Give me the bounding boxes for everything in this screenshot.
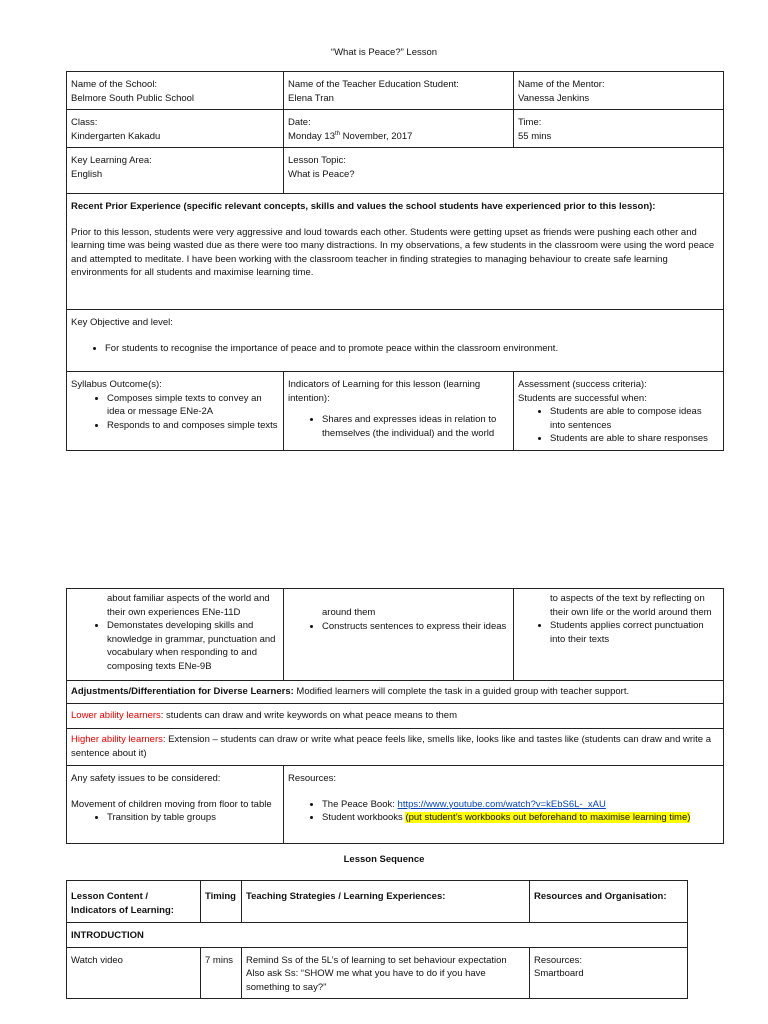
peace-book-link[interactable]: https://www.youtube.com/watch?v=kEbS6L-_xAU — [397, 798, 606, 810]
lower-ability-text: : students can draw and write keywords on what peace means to them — [160, 710, 458, 721]
teacher-label: Name of the Teacher Education Student: — [288, 79, 459, 90]
syllabus-cont-cell — [67, 589, 284, 681]
syllabus-cont: about familiar aspects of the world and their own experiences ENe-11D — [107, 593, 270, 618]
safety-heading: Any safety issues to be considered: — [71, 773, 221, 784]
adjustments-cell — [67, 681, 724, 704]
adjustments-text: Modified learners will complete the task in a guided group with teacher support. — [293, 686, 630, 697]
key-objective-cell — [67, 310, 724, 372]
teacher-value: Elena Tran — [288, 92, 334, 104]
kla-cell — [67, 148, 284, 194]
kla-label: Key Learning Area: — [71, 155, 152, 166]
row1-resources-value: Smartboard — [534, 968, 584, 979]
adjustments-label: Adjustments/Differentiation for Diverse Learners: — [71, 686, 294, 697]
row1-strategy: Remind Ss of the 5L’s of learning to set behaviour expectation Also ask Ss: “SHOW me what you have to do if you have something to say?” — [242, 947, 530, 999]
prior-experience-heading: Recent Prior Experience (specific relevant concepts, skills and values the school students have experienced prior to this lesson): — [71, 201, 656, 212]
seq-header-resources: Resources and Organisation: — [530, 881, 688, 923]
topic-value: What is Peace? — [288, 168, 355, 180]
mentor-cell — [514, 72, 724, 110]
introduction-label: INTRODUCTION — [67, 923, 688, 948]
lesson-title: “What is Peace?” Lesson — [330, 47, 438, 58]
syllabus-item: • Demonstates developing skills and knowledge in grammar, punctuation and vocabulary when responding to and composing texts ENe-9B — [107, 619, 279, 673]
key-objective-heading: Key Objective and level: — [71, 317, 173, 328]
assessment-item: • Students are able to compose ideas into sentences — [550, 405, 719, 432]
kla-value: English — [71, 168, 103, 180]
higher-ability-text: : Extension – students can draw or write what peace feels like, smells like, looks like and tastes like (students can draw and write a sentence about it) — [71, 734, 711, 759]
seq-header-timing: Timing — [201, 881, 242, 923]
safety-text: Movement of children moving from floor to table — [71, 798, 272, 810]
date-value: Monday 13th November, 2017 — [288, 130, 413, 142]
lesson-sequence-title: Lesson Sequence — [343, 854, 425, 865]
indicators-cont: around them — [322, 607, 376, 618]
prior-experience-cell — [67, 194, 724, 310]
seq-header-content: Lesson Content / Indicators of Learning: — [67, 881, 201, 923]
lesson-plan-table-2 — [66, 588, 724, 844]
indicators-item: • Constructs sentences to express their ideas — [322, 620, 509, 634]
mentor-label: Name of the Mentor: — [518, 79, 605, 90]
class-value: Kindergarten Kakadu — [71, 130, 161, 142]
syllabus-heading: Syllabus Outcome(s): — [71, 379, 162, 390]
indicators-heading: Indicators of Learning for this lesson (learning intention): — [288, 379, 481, 404]
row1-resources-label: Resources: — [534, 954, 583, 966]
date-label: Date: — [288, 117, 311, 128]
time-cell — [514, 110, 724, 148]
lower-ability-label: Lower ability learners — [71, 710, 161, 721]
row1-timing: 7 mins — [201, 947, 242, 999]
safety-cell — [67, 766, 284, 844]
indicators-cell — [284, 372, 514, 451]
lesson-sequence-table — [66, 880, 688, 999]
topic-label: Lesson Topic: — [288, 155, 346, 166]
class-cell — [67, 110, 284, 148]
assessment-cont: to aspects of the text by reflecting on their own life or the world around them — [550, 593, 712, 618]
key-objective-item: • For students to recognise the importance of peace and to promote peace within the classroom environment. — [105, 342, 719, 356]
lower-ability-cell — [67, 704, 724, 729]
school-cell — [67, 72, 284, 110]
assessment-cont-cell — [514, 589, 724, 681]
assessment-item: • Students applies correct punctuation into their texts — [550, 619, 719, 646]
syllabus-item: • Composes simple texts to convey an idea or message ENe-2A — [107, 392, 279, 419]
higher-ability-label: Higher ability learners — [71, 734, 163, 745]
lesson-plan-table-1 — [66, 71, 724, 451]
school-value: Belmore South Public School — [71, 92, 195, 104]
safety-item: • Transition by table groups — [107, 811, 279, 825]
seq-header-strategies: Teaching Strategies / Learning Experiences: — [242, 881, 530, 923]
workbook-note-highlight: (put student’s workbooks out beforehand to maximise learning time) — [405, 812, 691, 823]
class-label: Class: — [71, 117, 98, 128]
assessment-heading: Assessment (success criteria): — [518, 379, 647, 390]
syllabus-cell — [67, 372, 284, 451]
prior-experience-text: Prior to this lesson, students were very aggressive and loud towards each other. Students were getting upset as friends were pushing each other and learning time was being wasted due as there were too many distractions. In my observations, a few students in the classroom were using the word peace and attempted to meditate. I have been working with the classroom teacher in finding strategies to managing behaviour to create safe learning environments for all students and maximise learning time. — [71, 226, 715, 278]
indicators-item: • Shares and expresses ideas in relation to themselves (the individual) and the world — [322, 413, 509, 440]
teacher-cell — [284, 72, 514, 110]
resources-heading: Resources: — [288, 773, 337, 784]
resources-cell — [284, 766, 724, 844]
row1-content: Watch video — [67, 947, 201, 999]
resource-item: • The Peace Book: https://www.youtube.com/watch?v=kEbS6L-_xAU — [322, 798, 719, 812]
indicators-cont-cell — [284, 589, 514, 681]
higher-ability-cell — [67, 729, 724, 766]
row1-resources — [530, 947, 688, 999]
mentor-value: Vanessa Jenkins — [518, 92, 590, 104]
assessment-cell — [514, 372, 724, 451]
resource-item: • Student workbooks (put student’s workbooks out beforehand to maximise learning time) — [322, 811, 719, 825]
school-label: Name of the School: — [71, 79, 158, 90]
time-value: 55 mins — [518, 130, 552, 142]
assessment-intro: Students are successful when: — [518, 392, 647, 404]
date-cell — [284, 110, 514, 148]
time-label: Time: — [518, 117, 542, 128]
syllabus-item: • Responds to and composes simple texts — [107, 419, 279, 433]
topic-cell — [284, 148, 724, 194]
assessment-item: • Students are able to share responses — [550, 432, 719, 446]
